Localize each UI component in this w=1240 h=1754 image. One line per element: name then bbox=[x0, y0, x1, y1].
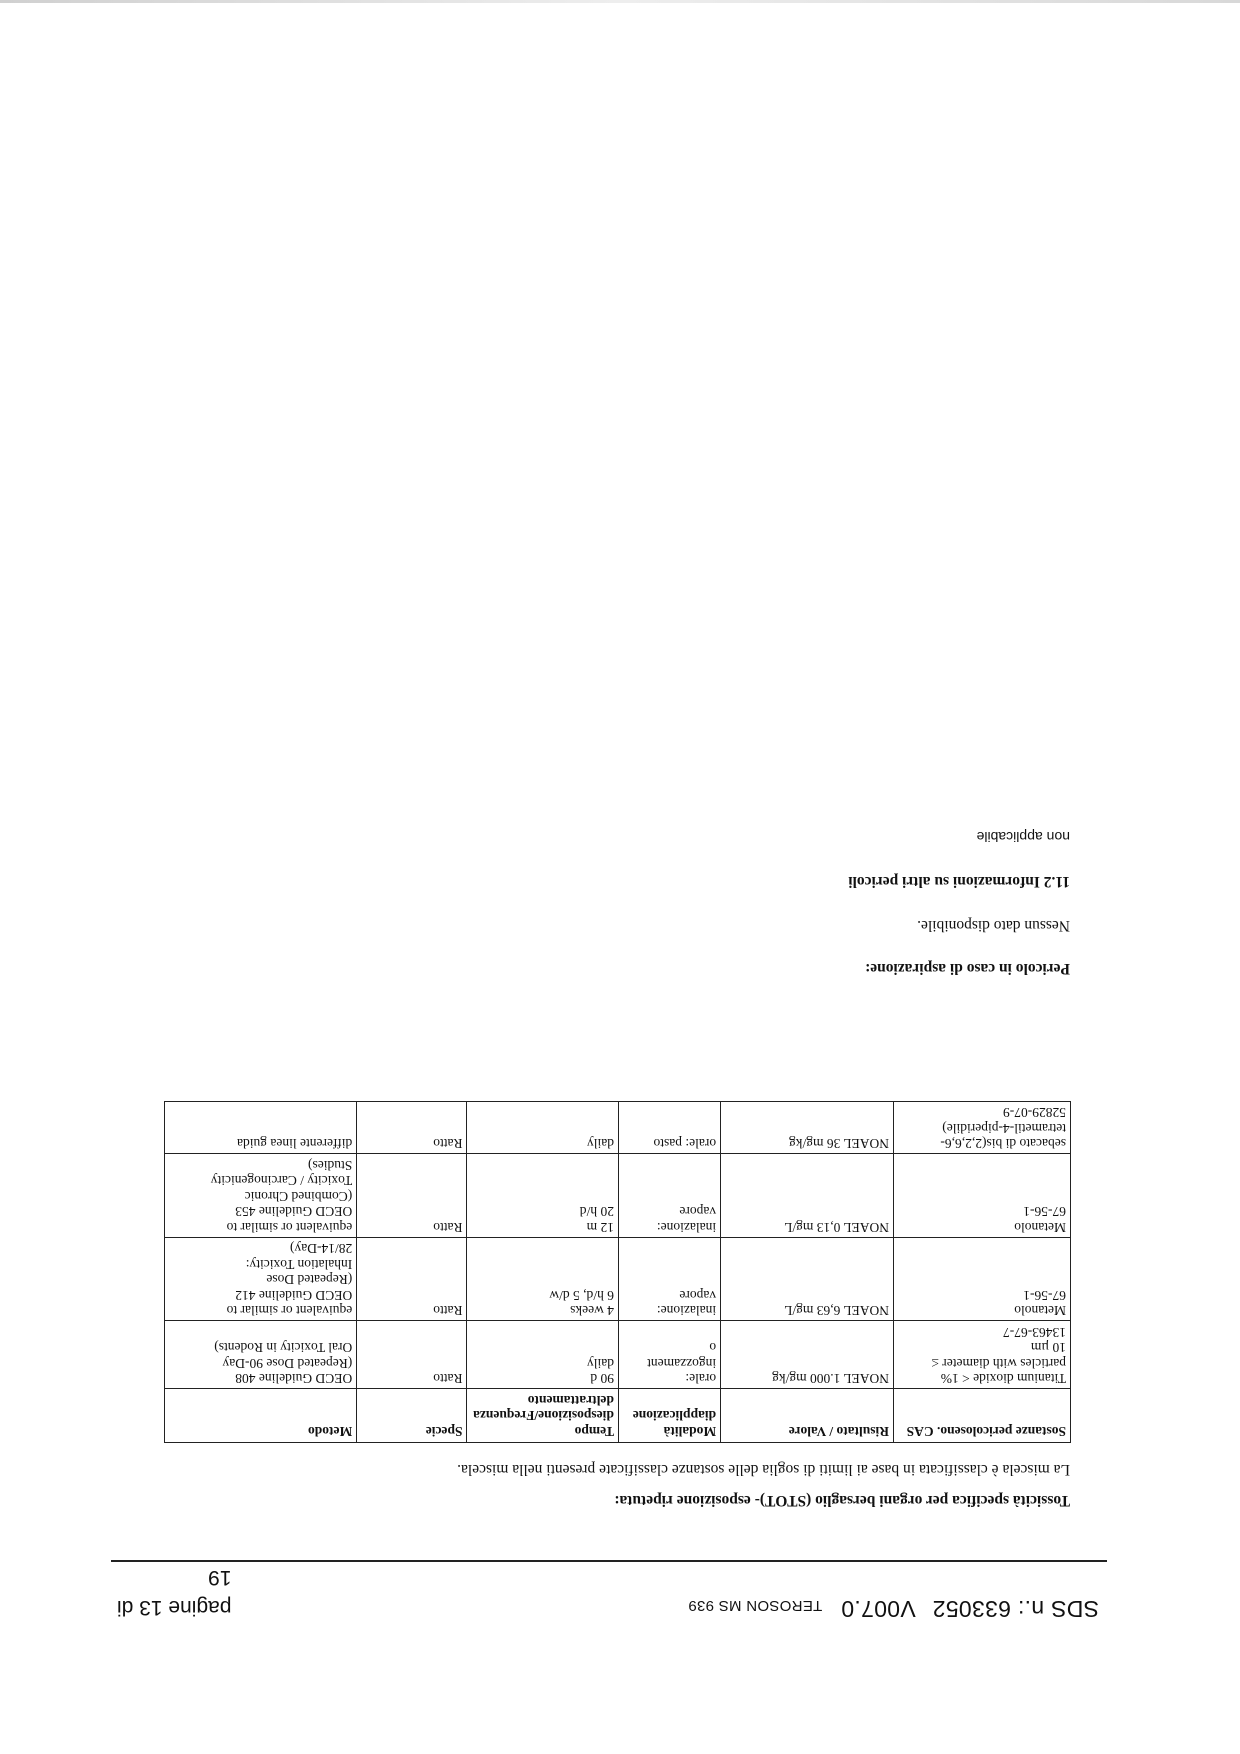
col-substance bbox=[894, 1389, 1071, 1443]
cell-line: ingozzament bbox=[647, 1356, 717, 1371]
cell-line: 28/14-Day) bbox=[289, 1241, 353, 1257]
cell-line: 4 weeks bbox=[570, 1303, 614, 1319]
cell-line: (Repeated Dose 90-Day bbox=[222, 1356, 353, 1371]
other-hazards-title: 11.2 Informazioni su altri pericoli bbox=[848, 873, 1070, 890]
stot-repeated-table bbox=[164, 1101, 1071, 1443]
header-rule bbox=[111, 1560, 1107, 1562]
cell-line: 67-56-1 bbox=[1023, 1204, 1066, 1220]
cell-line: esposizione/ bbox=[534, 1408, 603, 1424]
scan-edge bbox=[0, 0, 1240, 3]
cell-line: o bbox=[709, 1340, 717, 1356]
stot-repeated-title: Tossicità specifica per organi bersaglio (STOT)- esposizione ripetuta: bbox=[614, 1492, 1070, 1509]
cell-line: Ratto bbox=[433, 1303, 463, 1319]
cell-result bbox=[721, 1238, 894, 1322]
sds-number: SDS n.: 633052 bbox=[932, 1596, 1099, 1622]
cell-line: equivalent or similar to bbox=[226, 1303, 353, 1319]
cell-line: NOAEL 0,13 mg/L bbox=[784, 1220, 890, 1235]
cell-line: Specie bbox=[425, 1424, 463, 1439]
cell-line: tetrametil-4-piperidile) bbox=[942, 1121, 1066, 1136]
cell-line: Modalità di bbox=[663, 1408, 717, 1439]
table-row bbox=[165, 1102, 1071, 1155]
cell-line: Ratto bbox=[433, 1220, 463, 1235]
cell-line: Toxicity / Carcinogenicity bbox=[210, 1173, 353, 1189]
page-number bbox=[117, 1562, 231, 1622]
cell-line: daily bbox=[586, 1136, 614, 1152]
cell-line: e bbox=[632, 1408, 639, 1424]
cell-line: Ratto bbox=[433, 1136, 463, 1152]
cell-species bbox=[357, 1321, 467, 1389]
cell-line: orale: bbox=[685, 1371, 717, 1387]
cell-line: orale: pasto bbox=[653, 1136, 717, 1152]
cell-line: 10 µm bbox=[1030, 1340, 1066, 1356]
table-row bbox=[165, 1238, 1071, 1322]
cell-route bbox=[618, 1321, 720, 1389]
cell-substance bbox=[894, 1321, 1071, 1389]
cell-substance bbox=[894, 1238, 1071, 1322]
aspiration-hazard-title: Pericolo in caso di aspirazione: bbox=[865, 960, 1070, 977]
cell-method bbox=[165, 1321, 357, 1389]
cell-line: 52829-07-9 bbox=[1003, 1105, 1066, 1121]
page-header bbox=[117, 1556, 1107, 1626]
cell-line: Risultato / Valore bbox=[788, 1424, 890, 1439]
cell-result bbox=[721, 1321, 894, 1389]
col-result bbox=[721, 1389, 894, 1443]
cell-method bbox=[165, 1102, 357, 1155]
cell-line: 20 h/d bbox=[579, 1204, 614, 1220]
cell-line: 90 d bbox=[590, 1371, 614, 1387]
cell-line: trattamento bbox=[527, 1393, 597, 1408]
col-method bbox=[165, 1389, 357, 1443]
cell-exposure-time bbox=[467, 1321, 618, 1389]
cell-result bbox=[721, 1102, 894, 1155]
cell-line: 13463-67-7 bbox=[1003, 1325, 1066, 1340]
cell-exposure-time bbox=[467, 1238, 618, 1322]
cell-species bbox=[357, 1238, 467, 1322]
cell-line: Frequenza del bbox=[473, 1393, 614, 1424]
cell-line: Metodo bbox=[307, 1424, 353, 1439]
cell-line: equivalent or similar to bbox=[226, 1220, 353, 1235]
cell-line: inalazione: bbox=[656, 1220, 717, 1235]
cell-line: NOAEL 36 mg/kg bbox=[789, 1136, 890, 1152]
cell-route bbox=[618, 1102, 720, 1155]
col-route bbox=[618, 1389, 720, 1443]
cell-line: (Repeated Dose bbox=[266, 1272, 353, 1288]
cell-line: vapore bbox=[679, 1288, 717, 1303]
cell-line: daily bbox=[586, 1356, 614, 1371]
sds-version: V007.0 bbox=[841, 1596, 916, 1622]
cell-line: differente linea guida bbox=[237, 1136, 353, 1152]
cell-line: Oral Toxicity in Rodents) bbox=[214, 1340, 353, 1356]
page-total: 19 bbox=[208, 1566, 232, 1589]
cell-line: 67-56-1 bbox=[1023, 1288, 1066, 1303]
cell-exposure-time bbox=[467, 1154, 618, 1238]
cell-substance bbox=[894, 1102, 1071, 1155]
cell-line: applicazion bbox=[638, 1408, 705, 1424]
cell-line: NOAEL 6,63 mg/L bbox=[784, 1303, 890, 1319]
cell-line: Studies) bbox=[307, 1158, 353, 1173]
cell-line: Titanium dioxide < 1% bbox=[940, 1371, 1066, 1387]
sds-identifier bbox=[688, 1595, 1099, 1622]
other-hazards-text: non applicabile bbox=[976, 829, 1070, 845]
col-exposure-time bbox=[467, 1389, 618, 1443]
stot-repeated-description: La miscela è classificata in base ai limiti di soglia delle sostanze classificate presenti nella miscela. bbox=[457, 1461, 1070, 1478]
cell-line: NOAEL 1.000 mg/kg bbox=[772, 1371, 890, 1387]
cell-line: sebacato di bis(2,2,6,6- bbox=[940, 1136, 1066, 1152]
cell-route bbox=[618, 1154, 720, 1238]
cell-species bbox=[357, 1154, 467, 1238]
cell-line: Inhalation Toxicity: bbox=[245, 1257, 353, 1272]
cell-line: Metanolo bbox=[1014, 1220, 1066, 1235]
aspiration-hazard-text: Nessun dato disponibile. bbox=[917, 917, 1070, 934]
cell-line: Sostanze pericolose bbox=[954, 1424, 1066, 1439]
table-row bbox=[165, 1321, 1071, 1389]
cell-exposure-time bbox=[467, 1102, 618, 1155]
cell-result bbox=[721, 1154, 894, 1238]
cell-line: inalazione: bbox=[656, 1303, 717, 1319]
cell-line: OECD Guideline 453 bbox=[235, 1204, 353, 1220]
cell-species bbox=[357, 1102, 467, 1155]
product-name: TEROSON MS 939 bbox=[688, 1597, 823, 1614]
cell-line: no. CAS bbox=[906, 1424, 955, 1439]
page-label: pagine 13 di bbox=[117, 1596, 232, 1619]
cell-line: 6 h/d, 5 d/w bbox=[549, 1288, 614, 1303]
cell-line: Ratto bbox=[433, 1371, 463, 1387]
cell-line: Tempo di bbox=[574, 1408, 614, 1439]
cell-line: 12 m bbox=[586, 1220, 614, 1235]
cell-line: OECD Guideline 412 bbox=[235, 1288, 353, 1303]
cell-line: Metanolo bbox=[1014, 1303, 1066, 1319]
cell-line: (Combined Chronic bbox=[244, 1189, 353, 1204]
cell-line: OECD Guideline 408 bbox=[235, 1371, 353, 1387]
cell-substance bbox=[894, 1154, 1071, 1238]
cell-line: particles with diameter ≤ bbox=[931, 1356, 1066, 1371]
table-row bbox=[165, 1154, 1071, 1238]
table-header-row bbox=[165, 1389, 1071, 1443]
cell-route bbox=[618, 1238, 720, 1322]
cell-line: vapore bbox=[679, 1204, 717, 1220]
cell-method bbox=[165, 1154, 357, 1238]
col-species bbox=[357, 1389, 467, 1443]
cell-method bbox=[165, 1238, 357, 1322]
